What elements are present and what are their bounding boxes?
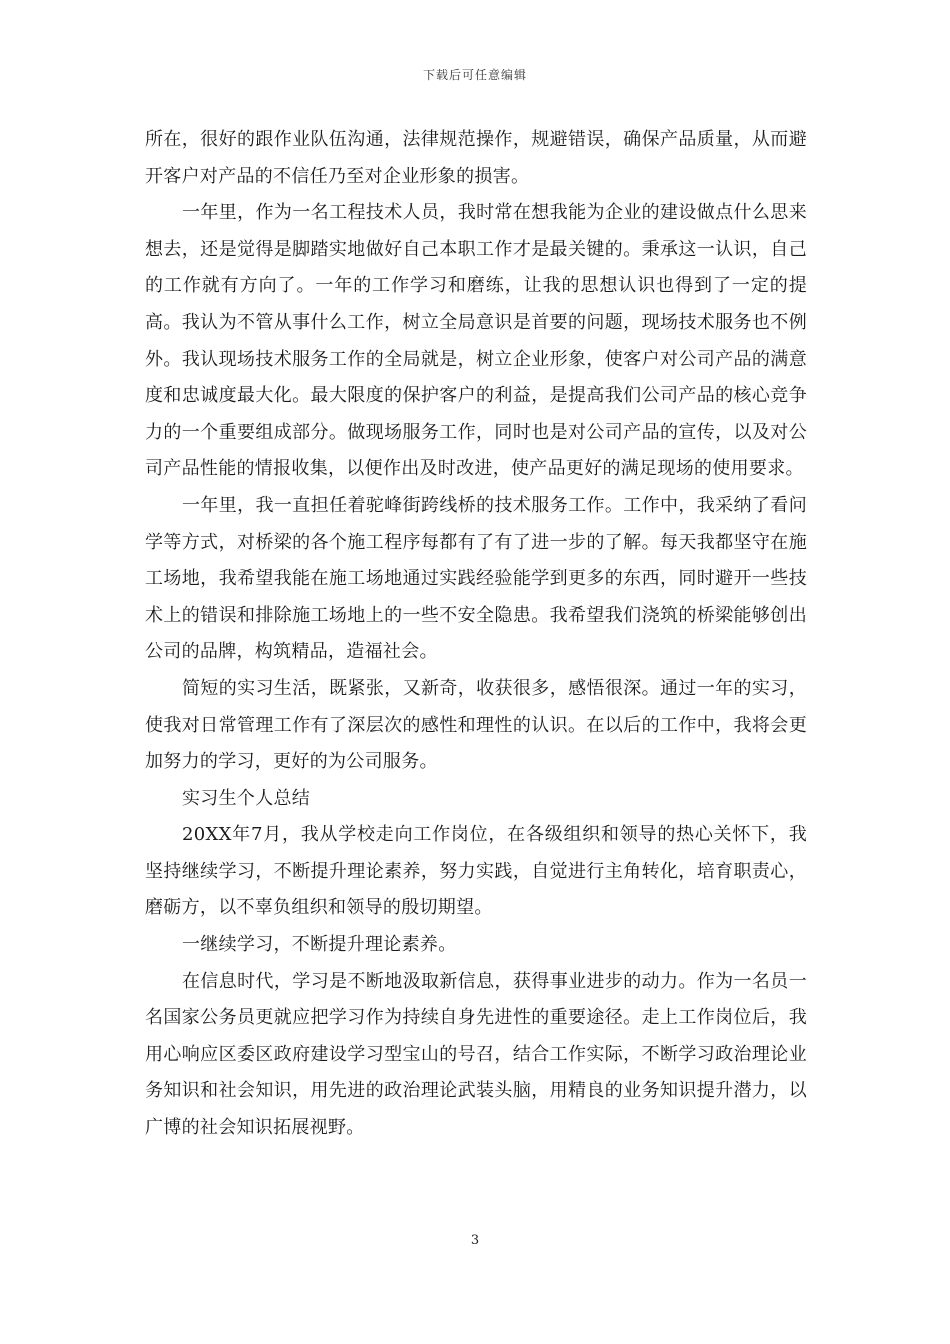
paragraph: 一年里，作为一名工程技术人员，我时常在想我能为企业的建设做点什么思来想去，还是觉得是脚踏实地做好自己本职工作才是最关键的。秉承这一认识，自己的工作就有方向了。一年的工作学习和磨练，让我的思想认识也得到了一定的提高。我认为不管从事什么工作，树立全局意识是首要的问题，现场技术服务也不例外。我认现场技术服务工作的全局就是，树立企业形象，使客户对公司产品的满意度和忠诚度最大化。最大限度的保护客户的利益，是提高我们公司产品的核心竞争力的一个重要组成部分。做现场服务工作，同时也是对公司产品的宣传，以及对公司产品性能的情报收集，以便作出及时改进，使产品更好的满足现场的使用要求。	[145, 202, 807, 480]
paragraph: 简短的实习生活，既紧张，又新奇，收获很多，感悟很深。通过一年的实习，使我对日常管理工作有了深层次的感性和理性的认识。在以后的工作中，我将会更加努力的学习，更好的为公司服务。	[145, 677, 807, 773]
section-heading: 实习生个人总结	[182, 787, 311, 809]
paragraph-continuation: 所在，很好的跟作业队伍沟通，法律规范操作，规避错误，确保产品质量，从而避开客户对产品的不信任乃至对企业形象的损害。	[145, 129, 807, 187]
subsection-heading: 一继续学习，不断提升理论素养。	[182, 934, 457, 956]
page-number: 3	[470, 1233, 480, 1248]
page-header: 下载后可任意编辑	[422, 68, 527, 82]
paragraph: 20XX年7月，我从学校走向工作岗位，在各级组织和领导的热心关怀下，我坚持继续学习，不断提升理论素养，努力实践，自觉进行主角转化，培育职责心，磨砺方，以不辜负组织和领导的殷切期望。	[145, 824, 807, 919]
paragraph: 在信息时代，学习是不断地汲取新信息，获得事业进步的动力。作为一名员一名国家公务员更就应把学习作为持续自身先进性的重要途径。走上工作岗位后，我用心响应区委区政府建设学习型宝山的号召，结合工作实际，不断学习政治理论业务知识和社会知识，用先进的政治理论武装头脑，用精良的业务知识提升潜力，以广博的社会知识拓展视野。	[145, 970, 807, 1139]
paragraph: 一年里，我一直担任着驼峰街跨线桥的技术服务工作。工作中，我采纳了看问学等方式，对桥梁的各个施工程序每都有了有了进一步的了解。每天我都坚守在施工场地，我希望我能在施工场地通过实践经验能学到更多的东西，同时避开一些技术上的错误和排除施工场地上的一些不安全隐患。我希望我们浇筑的桥梁能够创出公司的品牌，构筑精品，造福社会。	[145, 494, 807, 663]
document-body	[145, 122, 807, 1147]
